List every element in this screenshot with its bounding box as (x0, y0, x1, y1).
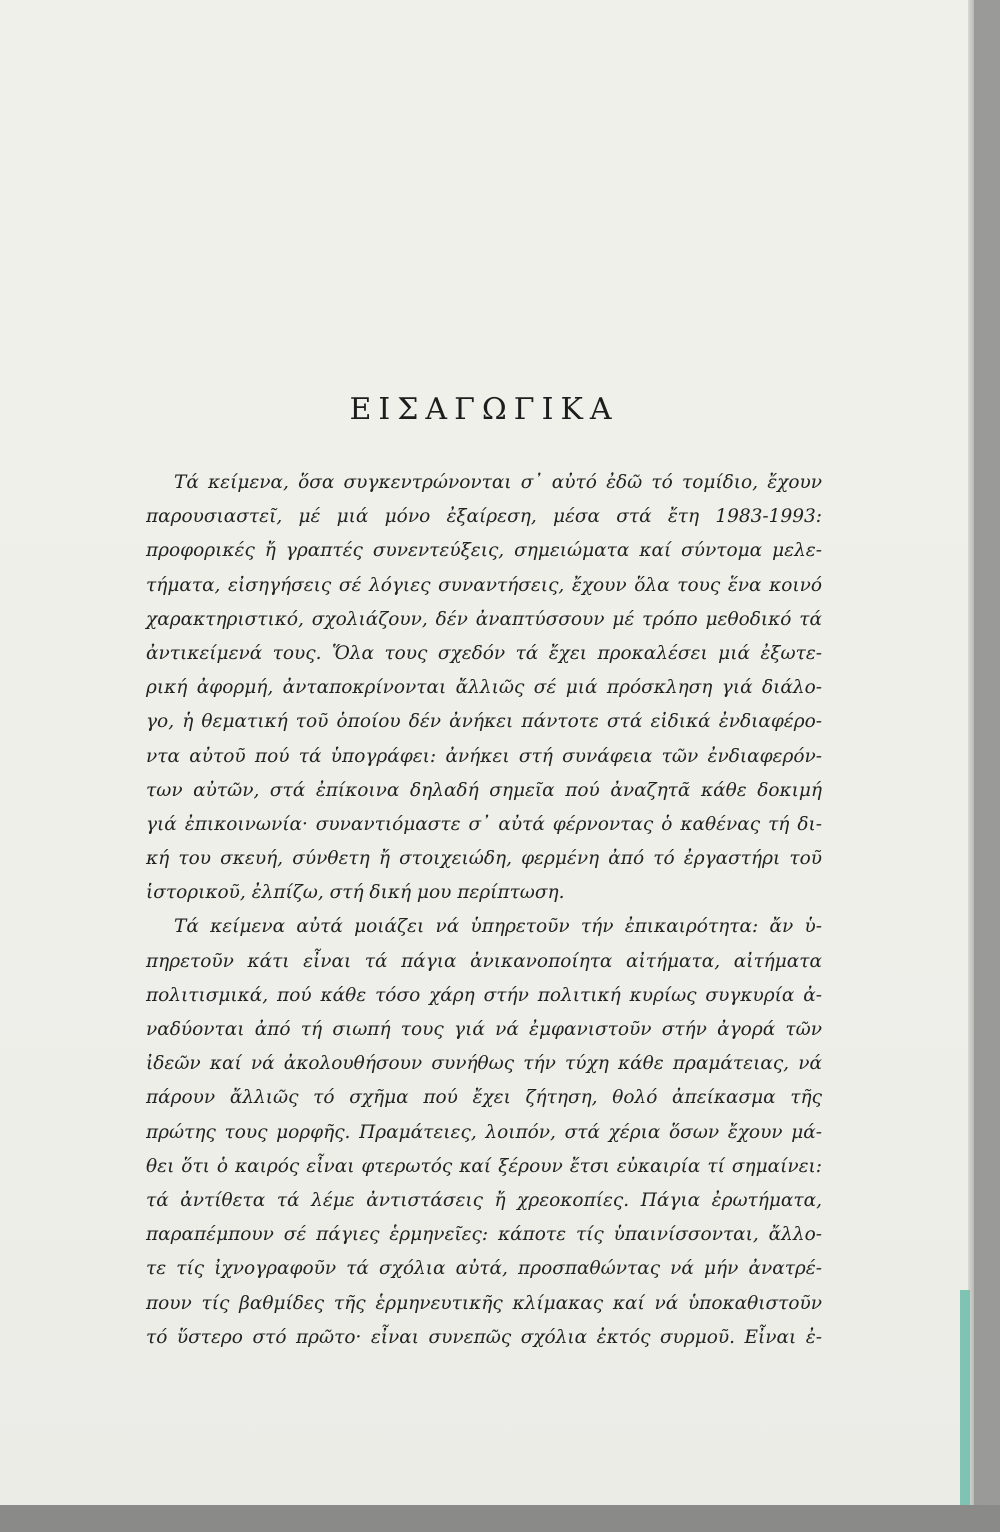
text-line: ντα αὐτοῦ πού τά ὑπογράφει: ἀνήκει στή συνάφεια τῶν ἐνδιαφερόν- (146, 745, 822, 767)
background-surface (0, 1505, 1000, 1532)
text-line: Τά κείμενα, ὅσα συγκεντρώνονται σ᾿ αὐτό ἐδῶ τό τομίδιο, ἔχουν (174, 472, 822, 493)
text-line: ναδύονται ἀπό τή σιωπή τους γιά νά ἐμφανιστοῦν στήν ἀγορά τῶν (146, 1019, 822, 1040)
text-line: τά ἀντίθετα τά λέμε ἀντιστάσεις ἤ χρεοκοπίες. Πάγια ἐρωτήματα, (146, 1189, 822, 1211)
text-line: τό ὕστερο στό πρῶτο· εἶναι συνεπῶς σχόλια ἐκτός συρμοῦ. Εἶναι ἐ- (146, 1326, 822, 1348)
text-line: τε τίς ἰχνογραφοῦν τά σχόλια αὐτά, προσπαθώντας νά μήν ἀνατρέ- (146, 1258, 822, 1280)
page-edge (968, 0, 974, 1505)
text-line: πηρετοῦν κάτι εἶναι τά πάγια ἀνικανοποίητα αἰτήματα, αἰτήματα (146, 950, 822, 972)
text-line: πουν τίς βαθμίδες τῆς ἑρμηνευτικῆς κλίμακας καί νά ὑποκαθιστοῦν (146, 1292, 822, 1314)
text-line: Τά κείμενα αὐτά μοιάζει νά ὑπηρετοῦν τήν ἐπικαιρότητα: ἄν ὑ- (174, 916, 822, 938)
text-line: παραπέμπουν σέ πάγιες ἑρμηνεῖες: κάποτε τίς ὑπαινίσσονται, ἄλλο- (146, 1224, 822, 1246)
text-line: γιά ἐπικοινωνία· συναντιόμαστε σ᾿ αὐτά φέρνοντας ὁ καθένας τή δι- (146, 813, 822, 835)
text-line: πολιτισμικά, πού κάθε τόσο χάρη στήν πολιτική κυρίως συγκυρία ἀ- (146, 984, 822, 1006)
text-line: των αὐτῶν, στά ἐπίκοινα δηλαδή σημεῖα πού ἀναζητᾶ κάθε δοκιμή (146, 779, 822, 801)
book-cover-edge (960, 1290, 970, 1515)
text-line: τήματα, εἰσηγήσεις σέ λόγιες συναντήσεις, ἔχουν ὅλα τους ἕνα κοινό (146, 574, 822, 596)
text-line: προφορικές ἤ γραπτές συνεντεύξεις, σημειώματα καί σύντομα μελε- (146, 540, 822, 562)
text-line: γο, ἡ θεματική τοῦ ὁποίου δέν ἀνήκει πάντοτε στά εἰδικά ἐνδιαφέρο- (146, 711, 822, 733)
text-line: θει ὅτι ὁ καιρός εἶναι φτερωτός καί ξέρουν ἔτσι εὐκαιρία τί σημαίνει: (146, 1155, 822, 1177)
text-line: χαρακτηριστικό, σχολιάζουν, δέν ἀναπτύσσουν μέ τρόπο μεθοδικό τά (146, 608, 822, 630)
text-line: ἱστορικοῦ, ἐλπίζω, στή δική μου περίπτωση. (146, 882, 565, 904)
text-line: παρουσιαστεῖ, μέ μιά μόνο ἐξαίρεση, μέσα στά ἔτη 1983-1993: (146, 506, 822, 528)
text-line: ρική ἀφορμή, ἀνταποκρίνονται ἄλλιῶς σέ μιά πρόσκληση γιά διάλο- (146, 677, 822, 699)
text-line: κή του σκευή, σύνθετη ἤ στοιχειώδη, φερμένη ἀπό τό ἐργαστήρι τοῦ (146, 848, 822, 870)
page-heading: ΕΙΣΑΓΩΓΙΚΑ (349, 392, 619, 427)
text-line: πρώτης τους μορφῆς. Πραμάτειες, λοιπόν, στά χέρια ὅσων ἔχουν μά- (146, 1121, 822, 1143)
body-text (146, 466, 822, 1355)
text-line: ἰδεῶν καί νά ἀκολουθήσουν συνήθως τήν τύχη κάθε πραμάτειας, νά (146, 1053, 822, 1075)
text-line: ἀντικείμενά τους. Ὅλα τους σχεδόν τά ἔχει προκαλέσει μιά ἐξωτε- (146, 642, 822, 664)
text-line: πάρουν ἄλλιῶς τό σχῆμα πού ἔχει ζήτηση, θολό ἀπείκασμα τῆς (146, 1087, 822, 1109)
